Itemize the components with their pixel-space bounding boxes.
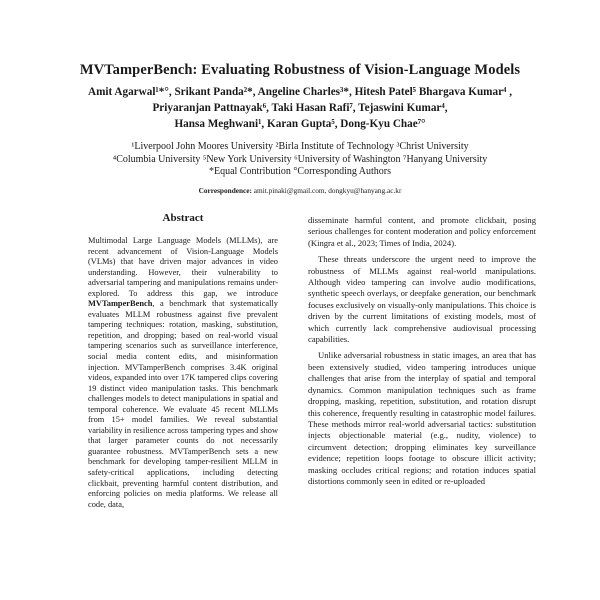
paper-title: MVTamperBench: Evaluating Robustness of Vision-Language Models — [79, 62, 521, 78]
author-list — [40, 84, 560, 132]
abstract-heading: Abstract — [162, 212, 204, 224]
affiliation-line: ⁴Columbia University ⁵New York University ⁶University of Washington ⁷Hanyang University — [112, 153, 488, 165]
abstract-body — [88, 236, 278, 510]
correspondence — [0, 186, 600, 195]
affiliation-line: ¹Liverpool John Moores University ²Birla Institute of Technology ³Christ University — [131, 141, 469, 152]
paragraph: Unlike adversarial robustness in static images, an area that has been extensively studied, video tampering introduces unique challenges that arise from the interplay of spatial and temporal dynamics. Common manipulation techniques such as frame dropping, masking, repetition, substitution, and rotation disrupt this coherence, frequently resulting in catastrophic model failures. These methods mirror real-world adversarial tactics: substitution injects objectionable material (e.g., nudity, violence) to circumvent detection; dropping eliminates key surveillance evidence; repetition loops footage to obscure illicit activity; masking occludes critical regions; and rotation induces spatial distortions commonly seen in edited or re-uploaded — [308, 350, 536, 486]
paragraph: disseminate harmful content, and promote clickbait, posing serious challenges for content moderation and policy enforcement (Kingra et al., 2023; Times of India, 2024). — [308, 215, 536, 248]
affiliation-line: *Equal Contribution °Corresponding Authors — [208, 166, 392, 177]
affiliations — [30, 141, 570, 179]
author-line: Priyaranjan Pattnayak⁶, Taki Hasan Rafi⁷, Tejaswini Kumar⁴, — [152, 102, 448, 114]
introduction-column — [308, 215, 536, 487]
abstract-text: , a benchmark that systematically evaluates MLLM robustness against five prevalent tampering techniques: rotation, masking, substitution, repetition, and dropping; based on real-world visual tampering scenarios such as surveillance interference, social media content edits, and misinformation injection. MVTamperBench comprises 3.4K original videos, expanded into over 17K tampered clips covering 19 distinct video manipulation tasks. This benchmark challenges models to detect manipulations in spatial and temporal coherence. We evaluate 45 recent MLLMs from 15+ model families. We reveal substantial variability in resilience across tampering types and show that larger parameter counts do not necessarily guarantee robustness. MVTamperBench sets a new benchmark for developing tamper-resilient MLLM in safety-critical applications, including detecting clickbait, preventing harmful content distribution, and enforcing policies on media platforms. We release all code, data, — [88, 299, 279, 509]
author-line: Hansa Meghwani¹, Karan Gupta⁵, Dong-Kyu Chae⁷° — [174, 118, 426, 130]
author-line: Amit Agarwal¹*°, Srikant Panda²*, Angeline Charles³*, Hitesh Patel⁵ Bhargava Kumar⁴ , — [88, 86, 512, 98]
correspondence-label: Correspondence: — [198, 186, 252, 195]
paragraph: These threats underscore the urgent need to improve the robustness of MLLMs against real-world manipulations. Although video tampering can involve audio modifications, synthetic speech overlays, or deepfake generation, our benchmark focuses exclusively on visually-only manipulations. This choice is driven by the current limitations of existing models, most of which currently lack comprehensive audiovisual processing capabilities. — [308, 254, 537, 345]
benchmark-name: MVTamperBench — [88, 299, 153, 309]
correspondence-emails: amit.pinaki@gmail.com, dongkyu@hanyang.ac.kr — [251, 186, 402, 195]
abstract-text: Multimodal Large Language Models (MLLMs), are recent advancement of Vision-Language Models (VLMs) that have driven major advances in video understanding. However, their vulnerability to adversarial tampering and manipulations remains under-explored. To address this gap, we introduce — [88, 236, 278, 298]
